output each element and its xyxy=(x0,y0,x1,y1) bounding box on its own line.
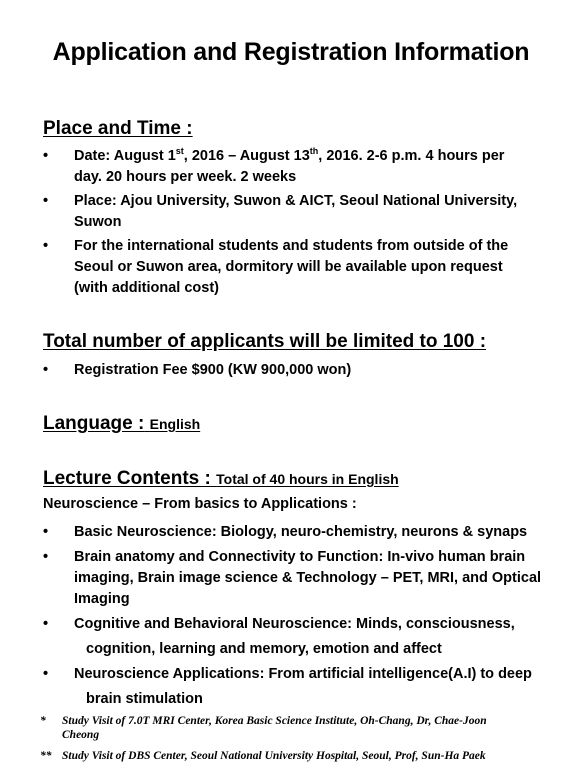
bullet-marker: • xyxy=(43,549,49,565)
language-heading: Language : English xyxy=(43,413,201,434)
lecture-heading-suffix: Total of 40 hours in English xyxy=(216,471,399,487)
note-asterisk: * xyxy=(40,715,46,727)
dormitory-text: For the international students and students from outside of the Seoul or Suwon area, dormitory will be available upon request (with additional cost) xyxy=(74,238,509,296)
bullet-marker: • xyxy=(43,666,49,682)
bullet-marker: • xyxy=(43,524,49,540)
page-title: Application and Registration Information xyxy=(52,38,530,66)
list-item-brain-anatomy: • Brain anatomy and Connectivity to Function: In-vivo human brain imaging, Brain image science & Technology – PET, MRI, and Optical Imaging xyxy=(43,549,542,607)
list-item-basic-neuroscience: • Basic Neuroscience: Biology, neuro-chemistry, neurons & synaps xyxy=(43,522,548,543)
bullet-marker: • xyxy=(43,616,49,632)
date-text: Date: August 1st, 2016 – August 13th, 2016. 2-6 p.m. 4 hours per day. 20 hours per week. 2 weeks xyxy=(74,146,505,185)
language-value: English xyxy=(149,416,201,432)
note-dbs-visit: ** Study Visit of DBS Center, Seoul National University Hospital, Seoul, Prof, Sun-Ha Paek xyxy=(40,750,486,762)
list-item-neuroscience-applications: • Neuroscience Applications: From artificial intelligence(A.I) to deep brain stimulation xyxy=(43,666,532,707)
list-item-date xyxy=(43,146,548,188)
registration-fee-text: Registration Fee $900 (KW 900,000 won) xyxy=(74,362,352,378)
list-item-place xyxy=(43,191,548,233)
bullet-marker: • xyxy=(43,148,49,164)
bullet-marker: • xyxy=(43,362,49,378)
bullet-marker: • xyxy=(43,238,49,254)
list-item-dormitory xyxy=(43,236,548,299)
applicants-heading: Total number of applicants will be limited to 100 : xyxy=(43,331,487,352)
note-mri-visit: * Study Visit of 7.0T MRI Center, Korea Basic Science Institute, Oh-Chang, Dr, Chae-Joon Cheong xyxy=(40,715,487,741)
lecture-heading: Lecture Contents : Total of 40 hours in English xyxy=(43,468,399,489)
note-asterisk: ** xyxy=(40,750,52,762)
list-item-cognitive-neuroscience: • Cognitive and Behavioral Neuroscience: Minds, consciousness, cognition, learning and memory, emotion and affect xyxy=(43,616,515,657)
place-time-heading: Place and Time : xyxy=(43,118,193,139)
bullet-marker: • xyxy=(43,193,49,209)
lecture-subheading: Neuroscience – From basics to Applications : xyxy=(43,496,357,512)
place-text: Place: Ajou University, Suwon & AICT, Seoul National University, Suwon xyxy=(74,193,518,230)
list-item-registration-fee xyxy=(43,360,548,381)
